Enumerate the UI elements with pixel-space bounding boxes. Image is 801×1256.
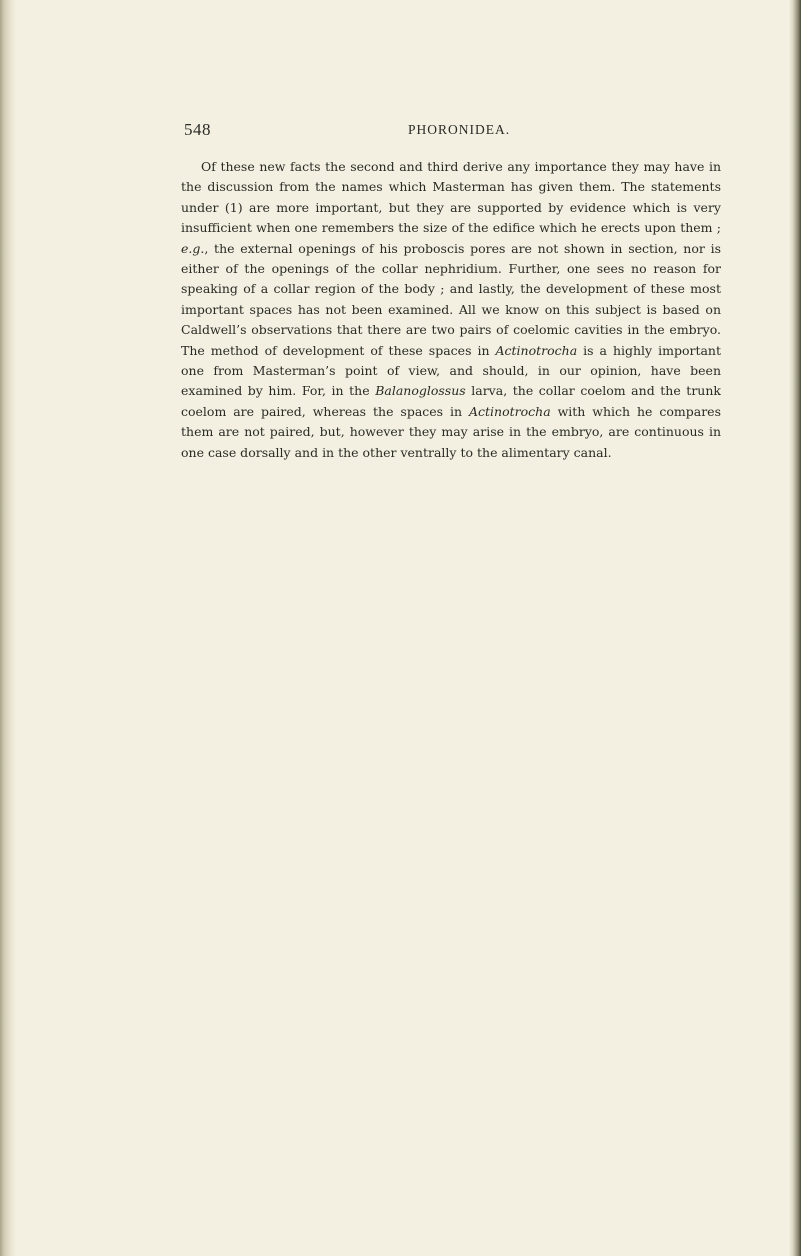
genus-name: Balanoglossus: [375, 383, 466, 399]
text-segment: , the external openings of his proboscis pores are not shown in section, nor is either of the openings of the collar nephridium. Further, one sees no reason for speaking of a collar region of the body ; and lastly, the development of these most important spaces has not been examined. All we know on this subject is based on Caldwell’s observations that there are two pairs of coelomic cavities in the embryo. The method of development of these spaces in: [181, 240, 721, 358]
running-header: [184, 120, 720, 140]
binding-edge: [0, 0, 16, 1256]
text-segment: larva, the collar coelom and the trunk coelom are paired, whereas the spaces in: [181, 383, 721, 419]
genus-name: Actinotrocha: [469, 403, 551, 419]
text-segment: Of these new facts the second and third derive any importance they may have in the discussion from the names which Masterman has given them. The statements under (1) are more important, but they are supported by evidence which is very insufficient when one remembers the size of the edifice which he erects upon them ;: [181, 159, 721, 236]
page-number: 548: [184, 120, 211, 139]
body-paragraph: [181, 157, 721, 463]
running-title: PHORONIDEA.: [408, 122, 511, 137]
text-segment: with which he compares them are not paired, but, however they may arise in the embryo, are continuous in one case dorsally and in the other ventrally to the alimentary canal.: [181, 403, 721, 460]
text-segment: is a highly important one from Masterman’s point of view, and should, in our opinion, have been examined by him. For, in the: [181, 342, 721, 399]
page-edge: [789, 0, 801, 1256]
italic-abbreviation: e.g.: [181, 240, 205, 256]
genus-name: Actinotrocha: [495, 342, 578, 358]
